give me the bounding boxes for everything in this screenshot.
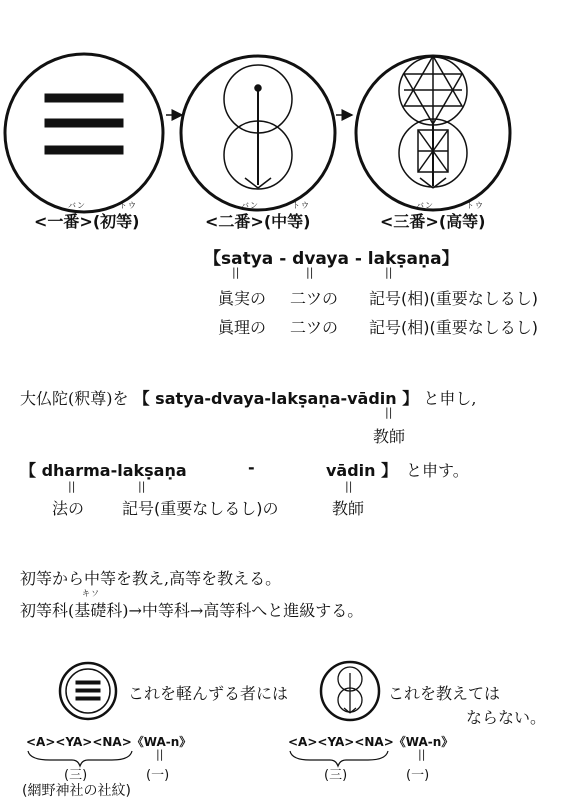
satya-row2-b: 二ツの bbox=[290, 318, 339, 337]
para2-left: 【 dharma-lakṣaṇa bbox=[20, 461, 187, 480]
emblem-two-circles bbox=[321, 662, 379, 720]
satya-row1-a: 眞実の bbox=[218, 289, 267, 308]
satya-row2-c: 記号(相)(重要なしるし) bbox=[369, 318, 538, 337]
para2-gloss-kigo: 記号(重要なしるし)の bbox=[122, 499, 279, 518]
san-left: (三) bbox=[64, 768, 88, 783]
equal-mark: || bbox=[345, 480, 353, 493]
satya-row1-c: 記号(相)(重要なしるし) bbox=[369, 289, 538, 308]
para1-suffix: と申し, bbox=[423, 389, 477, 408]
equal-mark: || bbox=[385, 406, 393, 419]
satya-heading: 【satya - dvaya - lakṣaṇa】 bbox=[204, 249, 459, 269]
equal-mark: || bbox=[68, 480, 76, 493]
equal-mark: || bbox=[418, 748, 426, 761]
equal-mark: || bbox=[156, 748, 164, 761]
emblem-three-bars bbox=[60, 663, 116, 719]
equal-mark: || bbox=[138, 480, 146, 493]
satya-row2-a: 眞理の bbox=[218, 318, 267, 337]
para3-line2: 初等科(基礎科)→中等科→高等科へと進級する。 bbox=[20, 601, 364, 620]
shrine-caption: (網野神社の社紋) bbox=[22, 783, 131, 799]
ichi-left: (一) bbox=[146, 768, 170, 783]
seq-right: <A><YA><NA>《WA-n》 bbox=[288, 735, 454, 749]
para3-line1: 初等から中等を教え,高等を教える。 bbox=[20, 569, 282, 588]
para1-prefix: 大仏陀(釈尊)を bbox=[20, 389, 129, 408]
para2-right: vādin 】 bbox=[326, 461, 398, 480]
bottom-text1: これを軽んずる者には bbox=[128, 684, 289, 703]
san-right: (三) bbox=[324, 768, 348, 783]
para2-gloss-ho: 法の bbox=[52, 499, 85, 518]
bottom-text2: これを教えては bbox=[388, 684, 501, 703]
stage1-label: <一番>(初等) bbox=[34, 212, 140, 231]
stage3-label: <三番>(高等) bbox=[380, 212, 486, 231]
satya-row1-b: 二ツの bbox=[290, 289, 339, 308]
bottom-text3: ならない。 bbox=[466, 708, 547, 727]
ichi-right: (一) bbox=[406, 768, 430, 783]
equal-mark: || bbox=[385, 266, 393, 279]
para2-suffix: と申す。 bbox=[406, 461, 469, 480]
para1-gloss: 教師 bbox=[373, 427, 406, 446]
equal-mark: || bbox=[232, 266, 240, 279]
para2-gloss-kyoshi: 教師 bbox=[332, 499, 365, 518]
para1-term: 【 satya-dvaya-lakṣaṇa-vādin 】 bbox=[133, 389, 419, 408]
equal-mark: || bbox=[306, 266, 314, 279]
seq-left: <A><YA><NA>《WA-n》 bbox=[26, 735, 192, 749]
para2-dash: - bbox=[248, 458, 255, 477]
stage2-label: <二番>(中等) bbox=[205, 212, 311, 231]
